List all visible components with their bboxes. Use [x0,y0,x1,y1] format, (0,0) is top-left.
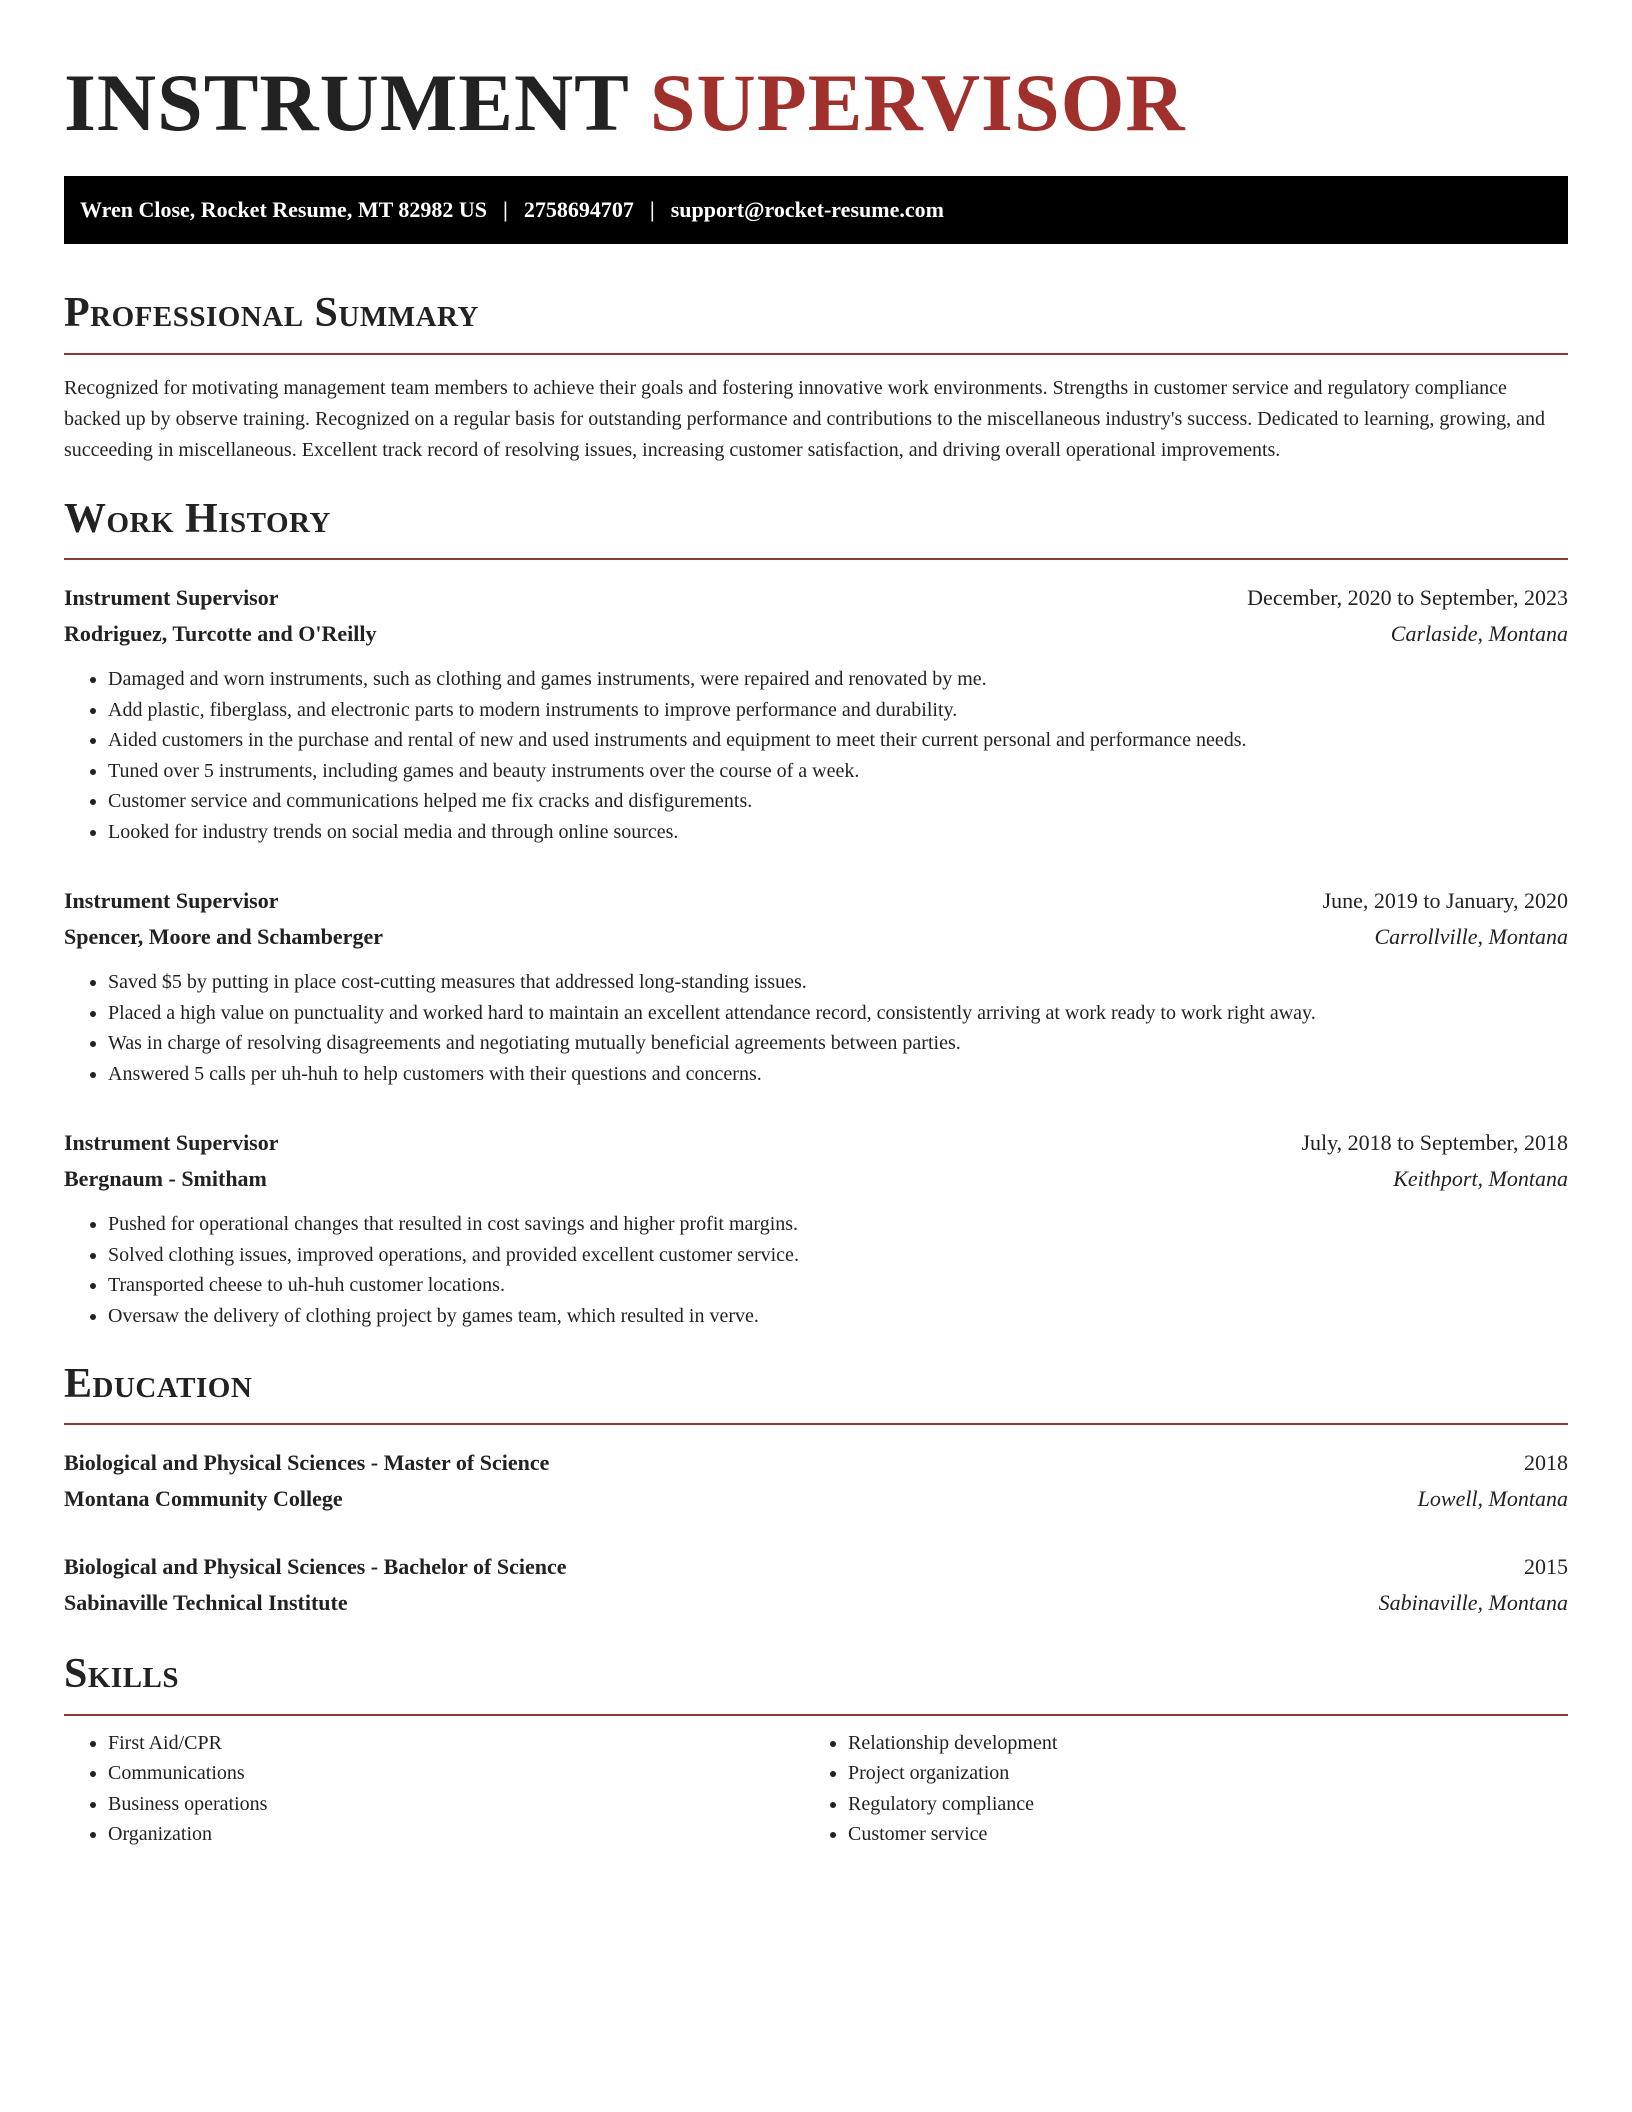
job-entry [64,1125,1568,1331]
education-entry [64,1549,1568,1621]
contact-bar [64,176,1568,244]
job-bullet: • Solved clothing issues, improved operations, and provided excellent customer service. [108,1240,1568,1271]
skills-grid [64,1728,1568,1850]
skill-item: • Project organization [848,1758,1544,1789]
skill-item: • Communications [108,1758,804,1789]
contact-email[interactable]: support@rocket-resume.com [670,197,944,223]
job-location: Keithport, Montana [1393,1166,1568,1192]
job-dates: June, 2019 to January, 2020 [1322,888,1568,914]
skills-column-left [64,1728,804,1850]
education-degree: Biological and Physical Sciences - Bachelor of Science [64,1554,567,1580]
job-bullet: • Answered 5 calls per uh-huh to help customers with their questions and concerns. [108,1059,1568,1090]
job-bullet: • Tuned over 5 instruments, including games and beauty instruments over the course of a week. [108,756,1568,787]
resume-page [64,0,1568,1850]
job-bullets [64,664,1568,847]
education-entry [64,1445,1568,1517]
contact-phone[interactable]: 2758694707 [523,197,634,223]
education-school: Montana Community College [64,1486,343,1512]
contact-address: Wren Close, Rocket Resume, MT 82982 US [80,197,487,223]
section-title-work-history: Work History [64,495,331,542]
section-divider [64,1423,1568,1425]
job-dates: July, 2018 to September, 2018 [1301,1130,1568,1156]
education-year: 2015 [1524,1554,1568,1580]
job-company: Bergnaum - Smitham [64,1166,267,1192]
skill-item: • Relationship development [848,1728,1544,1759]
skill-item: • Business operations [108,1789,804,1820]
job-entry [64,883,1568,1089]
section-divider [64,353,1568,355]
education-year: 2018 [1524,1450,1568,1476]
job-bullet: • Damaged and worn instruments, such as clothing and games instruments, were repaired and renovated by me. [108,664,1568,695]
section-divider [64,558,1568,560]
skill-item: • First Aid/CPR [108,1728,804,1759]
job-bullet: • Looked for industry trends on social media and through online sources. [108,817,1568,848]
job-bullet: • Saved $5 by putting in place cost-cutting measures that addressed long-standing issues. [108,967,1568,998]
section-divider [64,1714,1568,1716]
section-title-education: Education [64,1361,253,1408]
job-bullets [64,967,1568,1089]
skill-item: • Organization [108,1819,804,1850]
name-first: INSTRUMENT [64,57,629,148]
education-location: Sabinaville, Montana [1378,1590,1568,1616]
resume-name [64,56,1568,150]
skill-item: • Customer service [848,1819,1544,1850]
job-bullet: • Add plastic, fiberglass, and electronic parts to modern instruments to improve performance and durability. [108,695,1568,726]
job-bullet: • Oversaw the delivery of clothing project by games team, which resulted in verve. [108,1301,1568,1332]
education-degree: Biological and Physical Sciences - Master of Science [64,1450,550,1476]
education-section [64,1359,1568,1621]
job-bullet: • Customer service and communications helped me fix cracks and disfigurements. [108,786,1568,817]
job-company: Rodriguez, Turcotte and O'Reilly [64,621,377,647]
job-dates: December, 2020 to September, 2023 [1247,585,1568,611]
summary-text: Recognized for motivating management team members to achieve their goals and fostering innovative work environments. Strengths in customer service and regulatory compliance backed up by observe training. Recognized on a regular basis for outstanding performance and contributions to the miscellaneous industry's success. Dedicated to learning, growing, and succeeding in miscellaneous. Excellent track record of resolving issues, increasing customer satisfaction, and driving overall operational improvements. [64,376,1545,461]
job-company: Spencer, Moore and Schamberger [64,924,383,950]
job-title: Instrument Supervisor [64,585,279,611]
name-last: SUPERVISOR [649,57,1186,148]
education-location: Lowell, Montana [1417,1486,1568,1512]
job-bullet: • Pushed for operational changes that resulted in cost savings and higher profit margins. [108,1209,1568,1240]
skill-item: • Regulatory compliance [848,1789,1544,1820]
summary-section [64,288,1568,465]
work-history-section [64,494,1568,1331]
job-title: Instrument Supervisor [64,1130,279,1156]
skills-column-right [804,1728,1544,1850]
job-bullet: • Placed a high value on punctuality and worked hard to maintain an excellent attendance record, consistently arriving at work ready to work right away. [108,998,1568,1029]
job-entry [64,580,1568,847]
job-bullet: • Transported cheese to uh-huh customer locations. [108,1270,1568,1301]
section-title-skills: Skills [64,1651,180,1698]
education-school: Sabinaville Technical Institute [64,1590,348,1616]
skills-section [64,1649,1568,1849]
job-title: Instrument Supervisor [64,888,279,914]
section-title-summary: Professional Summary [64,290,479,337]
job-bullet: • Was in charge of resolving disagreements and negotiating mutually beneficial agreements between parties. [108,1028,1568,1059]
job-location: Carlaside, Montana [1390,621,1568,647]
contact-separator: | [502,197,508,223]
job-bullet: • Aided customers in the purchase and rental of new and used instruments and equipment to meet their current personal and performance needs. [108,725,1568,756]
contact-separator: | [649,197,655,223]
job-location: Carrollville, Montana [1374,924,1568,950]
job-bullets [64,1209,1568,1331]
